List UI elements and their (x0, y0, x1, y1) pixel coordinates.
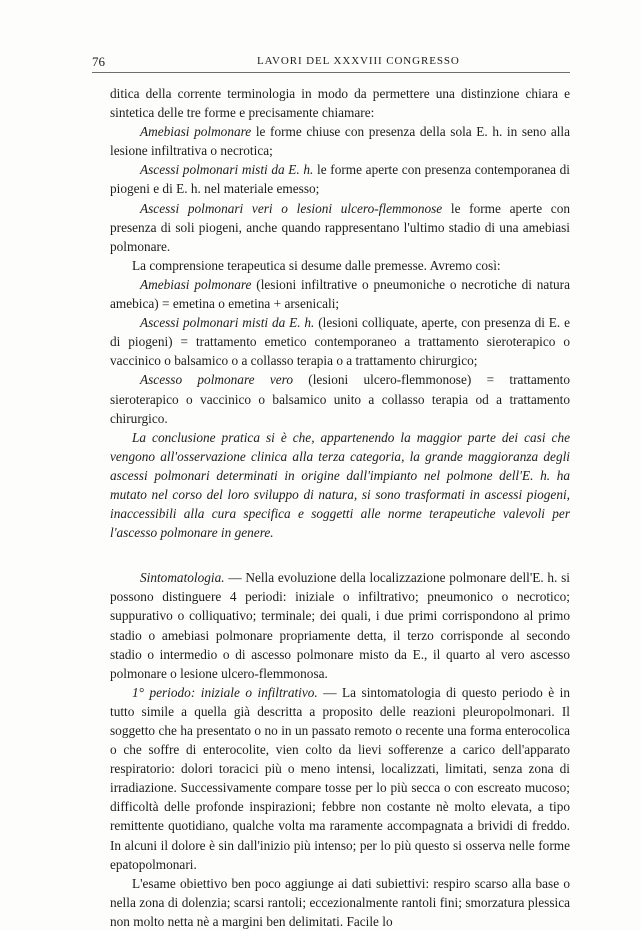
paragraph-therapy-intro (110, 256, 570, 275)
italic-run: Ascessi polmonari veri o lesioni ulcero-flemmonose (140, 200, 443, 216)
paragraph-sintomatologia (110, 568, 570, 683)
text-run: (lesioni colliquate, aperte, con presenza di E. e di piogeni) = trattamento emetico contemporaneo a trattamento sieroterapico o vaccinico o balsamico o a collasso terapia o a trattamento chirurgico; (110, 315, 570, 369)
paragraph-def-misti (110, 160, 570, 198)
italic-run: Ascesso polmonare vero (140, 372, 293, 388)
paragraph-therapy-misti (110, 313, 570, 370)
section-gap (110, 542, 570, 568)
text-run: le forme chiuse con presenza della sola E. h. in seno alla lesione infiltrativa o necrotica; (110, 124, 571, 159)
italic-run: Ascessi polmonari misti da E. h. (140, 162, 314, 178)
running-title: LAVORI DEL XXXVIII CONGRESSO (257, 55, 460, 67)
text-run: ditica della corrente terminologia in modo da permettere una distinzione chiara e sintetica delle tre forme e precisamente chiamare: (110, 86, 570, 121)
paragraph-def-veri (110, 199, 570, 256)
text-run: — Nella evoluzione della localizzazione polmonare dell'E. h. si possono distinguere 4 periodi: iniziale o infiltrativo; pneumonico o necrotico; suppurativo o colliquativo; terminale; dei quali, i due primi corrispondono al primo stadio o amebiasi polmonare propriamente detta, il terzo corrisponde al secondo stadio o intermedio o di ascesso polmonare misto da E., il quarto al vero ascesso polmonare o lesione ulcero-flemmonosa. (110, 570, 570, 681)
text-run: le forme aperte con presenza di soli piogeni, anche quando rappresentano l'ultimo stadio di una amebiasi polmonare. (110, 200, 570, 254)
paragraph-conclusion (110, 428, 570, 543)
text-run: (lesioni ulcero-flemmonose) = trattamento sieroterapico o vaccinico o balsamico unito a collasso terapia od a trattamento chirurgico. (110, 372, 570, 426)
paragraph-def-amebiasi (110, 122, 570, 160)
text-run: (lesioni infiltrative o pneumoniche o necrotiche di natura amebica) = emetina o emetina + arsenicali; (110, 276, 571, 312)
italic-run: Sintomatologia. (140, 570, 225, 586)
italic-run: 1° periodo: iniziale o infiltrativo. (132, 684, 318, 700)
paragraph-esame-obiettivo (110, 874, 570, 931)
italic-run: Ascessi polmonari misti da E. h. (140, 315, 315, 331)
header-rule (92, 72, 570, 73)
italic-run: La conclusione pratica si è che, appartenendo la maggior parte dei casi che vengono all'osservazione clinica alla terza categoria, la grande maggioranza degli ascessi polmonari determinati in origine dall'impianto nel polmone dell'E. h. ha mutato nel corso del loro sviluppo di natura, si sono trasformati in ascessi piogeni, inaccessibili alla cura specifica e soggetti alle norme terapeutiche valevoli per l'ascesso polmonare in genere. (110, 429, 570, 541)
page-header (92, 54, 560, 72)
paragraph-intro (110, 84, 570, 122)
italic-run: Amebiasi polmonare (140, 276, 252, 292)
italic-run: Amebiasi polmonare (140, 124, 252, 140)
paragraph-primo-periodo (110, 683, 570, 874)
text-run: — La sintomatologia di questo periodo è in tutto simile a quella già descritta a proposito delle reazioni pleuropolmonari. Il soggetto che ha presentato o no in un passato remoto o recente una forma enterocolica o che soffre di enterocolite, vien colto da lievi sofferenze a carico dell'apparato respiratorio: dolori toracici più o meno intensi, localizzati, limitati, senza zona di irradiazione. Successivamente compare tosse per lo più secca o con escreato mucoso; difficoltà delle profonde inspirazioni; febbre non costante nè molto elevata, a tipo remittente quotidiano, qualche volta ma raramente accompagnata a brividi di freddo. In alcuni il dolore è sin dall'inizio più intenso; per lo più questo si osserva nelle forme epatopolmonari. (110, 684, 570, 872)
page-number: 76 (92, 54, 105, 69)
text-run: La comprensione terapeutica si desume dalle premesse. Avremo così: (132, 257, 501, 273)
text-run: L'esame obiettivo ben poco aggiunge ai dati subiettivi: respiro scarso alla base o nella zona di dolenzia; scarsi rantoli; eccezionalmente rantoli fini; smorzatura plessica non molto netta nè a margini ben delimitati. Facile lo (110, 875, 570, 929)
body-text (110, 84, 570, 931)
paragraph-therapy-vero (110, 370, 570, 427)
text-run: le forme aperte con presenza contemporanea di piogeni e di E. h. nel materiale emesso; (110, 162, 570, 197)
paragraph-therapy-amebiasi (110, 275, 570, 313)
